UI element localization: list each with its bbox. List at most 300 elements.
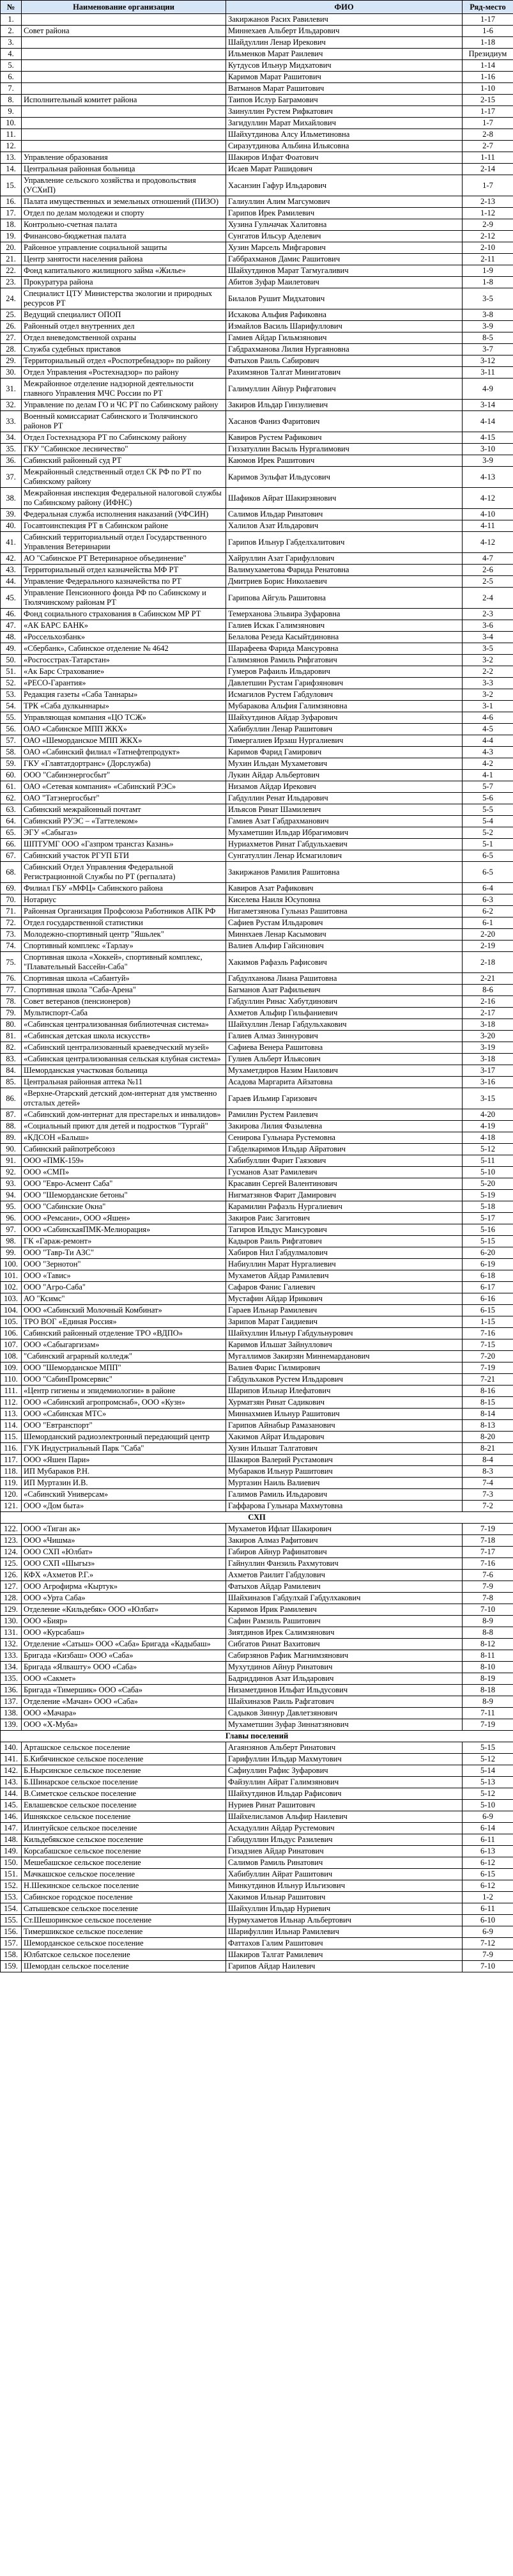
full-name: Гарипов Ильнур Габделхалитович <box>226 532 463 553</box>
organization-name: Сабинский районный суд РТ <box>22 455 226 467</box>
row-number: 127. <box>1 1581 22 1593</box>
full-name: Гараев Ильмир Гаризович <box>226 1088 463 1109</box>
seat-number: 1-10 <box>463 83 513 95</box>
table-row <box>1 1042 513 1054</box>
organization-name: «Сабинский дом-интернат для престарелых и инвалидов» <box>22 1109 226 1121</box>
organization-name: Военный комиссариат Сабинского и Тюлячинского районов РТ <box>22 411 226 432</box>
table-row <box>1 1224 513 1236</box>
table-row <box>1 747 513 758</box>
full-name: Галиуллин Алим Магсумович <box>226 196 463 208</box>
row-number: 60. <box>1 770 22 781</box>
full-name: Ильясов Ринат Шамилевич <box>226 804 463 816</box>
full-name: Хузин Ильшат Талгатович <box>226 1443 463 1455</box>
organization-name: Отдел по делам молодежи и спорту <box>22 208 226 219</box>
section-title-skh: СХП <box>1 1512 513 1524</box>
row-number: 9. <box>1 106 22 118</box>
table-row <box>1 1213 513 1224</box>
organization-name: Контрольно-счетная палата <box>22 219 226 231</box>
organization-name: Межрайонный следственный отдел СК РФ по РТ по Сабинскому району <box>22 467 226 488</box>
seat-number: 3-5 <box>463 288 513 309</box>
table-row <box>1 1247 513 1259</box>
row-number: 143. <box>1 1777 22 1788</box>
row-number: 121. <box>1 1501 22 1512</box>
organization-name: ООО Агрофирма «Кыртук» <box>22 1581 226 1593</box>
row-number: 119. <box>1 1478 22 1489</box>
seat-number: 1-2 <box>463 1892 513 1903</box>
row-number: 77. <box>1 985 22 996</box>
table-row <box>1 175 513 196</box>
row-number: 64. <box>1 816 22 827</box>
table-row <box>1 1765 513 1777</box>
table-row <box>1 321 513 332</box>
organization-name <box>22 106 226 118</box>
row-number: 67. <box>1 850 22 862</box>
full-name: Хурматзян Ринат Садикович <box>226 1397 463 1409</box>
seat-number: 3-18 <box>463 1019 513 1031</box>
organization-name: АО "Ксимс" <box>22 1293 226 1305</box>
seat-number: 2-13 <box>463 196 513 208</box>
full-name: Агаянзянов Альберт Ринатович <box>226 1742 463 1754</box>
row-number: 16. <box>1 196 22 208</box>
row-number: 154. <box>1 1903 22 1915</box>
table-row <box>1 14 513 26</box>
row-number: 21. <box>1 254 22 265</box>
full-name: Гарифуллин Ильдар Махмутович <box>226 1754 463 1765</box>
table-row <box>1 83 513 95</box>
organization-name: ООО "Агро-Саба" <box>22 1282 226 1293</box>
seat-number: 4-15 <box>463 432 513 444</box>
full-name: Хабибуллин Фарит Гаязович <box>226 1155 463 1167</box>
row-number: 101. <box>1 1270 22 1282</box>
table-row <box>1 1019 513 1031</box>
full-name: Габдуллин Ренат Ильдарович <box>226 793 463 804</box>
row-number: 118. <box>1 1466 22 1478</box>
row-number: 109. <box>1 1362 22 1374</box>
table-row <box>1 532 513 553</box>
table-row <box>1 164 513 175</box>
row-number: 150. <box>1 1857 22 1869</box>
organization-name: Б.Кибячинское сельское поселение <box>22 1754 226 1765</box>
row-number: 72. <box>1 917 22 929</box>
row-number: 139. <box>1 1719 22 1731</box>
table-row <box>1 609 513 620</box>
organization-name: Палата имущественных и земельных отношений (ПИЗО) <box>22 196 226 208</box>
row-number: 135. <box>1 1673 22 1685</box>
full-name: Мухаметшин Зуфар Зиннатзянович <box>226 1719 463 1731</box>
full-name: Зиятдинов Ирек Салимзянович <box>226 1627 463 1639</box>
row-number: 34. <box>1 432 22 444</box>
table-row <box>1 60 513 72</box>
full-name: Низамов Айдар Ирекович <box>226 781 463 793</box>
row-number: 153. <box>1 1892 22 1903</box>
row-number: 123. <box>1 1535 22 1547</box>
seat-number: 2-2 <box>463 666 513 678</box>
table-row <box>1 1857 513 1869</box>
table-row <box>1 816 513 827</box>
row-number: 14. <box>1 164 22 175</box>
row-number: 158. <box>1 1949 22 1961</box>
row-number: 37. <box>1 467 22 488</box>
organization-name: Бригада «Ялвашту» ООО «Саба» <box>22 1662 226 1673</box>
table-row <box>1 242 513 254</box>
full-name: Хасанзин Гафур Ильдарович <box>226 175 463 196</box>
seat-number: 3-6 <box>463 620 513 632</box>
organization-name: Тимершикское сельское поселение <box>22 1926 226 1938</box>
seat-number: 4-14 <box>463 411 513 432</box>
full-name: Муртазин Наиль Валиевич <box>226 1478 463 1489</box>
seat-number: 7-19 <box>463 1719 513 1731</box>
seat-number: 3-16 <box>463 1077 513 1088</box>
organization-name: «Росгосстрах-Татарстан» <box>22 655 226 666</box>
organization-name: «Центр гигиены и эпидемиологии» в районе <box>22 1386 226 1397</box>
organization-name: Управляющая компания «ЦО ТСЖ» <box>22 712 226 724</box>
organization-name: Отделение «Мачан» ООО «Саба» <box>22 1696 226 1708</box>
seat-number: 7-19 <box>463 1362 513 1374</box>
table-row <box>1 1077 513 1088</box>
organization-name: "Сабинский аграрный колледж" <box>22 1351 226 1362</box>
full-name: Гарипов Айдар Наилевич <box>226 1961 463 1972</box>
row-number: 95. <box>1 1201 22 1213</box>
row-number: 28. <box>1 344 22 355</box>
table-row <box>1 1155 513 1167</box>
table-row <box>1 1178 513 1190</box>
seat-number: 5-1 <box>463 839 513 850</box>
table-row <box>1 643 513 655</box>
row-number: 3. <box>1 37 22 49</box>
table-row <box>1 1054 513 1065</box>
seat-number: 6-15 <box>463 1305 513 1316</box>
table-row <box>1 1593 513 1604</box>
row-number: 75. <box>1 952 22 973</box>
row-number: 82. <box>1 1042 22 1054</box>
row-number: 25. <box>1 309 22 321</box>
full-name: Фатыхов Айдар Рамилевич <box>226 1581 463 1593</box>
seat-number: 5-12 <box>463 1788 513 1800</box>
seat-number: 8-8 <box>463 1627 513 1639</box>
full-name: Таипов Ислур Баграмович <box>226 95 463 106</box>
table-row <box>1 1754 513 1765</box>
table-row <box>1 793 513 804</box>
row-number: 73. <box>1 929 22 941</box>
table-row <box>1 1742 513 1754</box>
seat-number: 3-10 <box>463 444 513 455</box>
full-name: Каримов Зульфат Ильдусович <box>226 467 463 488</box>
organization-name: Сабинский Отдел Управления Федеральной Регистрационной Службы по РТ (регпалата) <box>22 862 226 883</box>
row-number: 13. <box>1 152 22 164</box>
seat-number: 4-2 <box>463 758 513 770</box>
table-header-row <box>1 1 513 14</box>
row-number: 92. <box>1 1167 22 1178</box>
table-row <box>1 1031 513 1042</box>
table-row <box>1 1880 513 1892</box>
row-number: 27. <box>1 332 22 344</box>
table-row <box>1 712 513 724</box>
table-row <box>1 1190 513 1201</box>
table-row <box>1 1800 513 1811</box>
full-name: Закиров Ильдар Гинзулиевич <box>226 400 463 411</box>
full-name: Шайхутдинов Марат Тагмугаливич <box>226 265 463 277</box>
seat-number: 5-18 <box>463 1201 513 1213</box>
row-number: 24. <box>1 288 22 309</box>
seat-number: 1-11 <box>463 152 513 164</box>
table-row <box>1 894 513 906</box>
seat-number: 2-7 <box>463 141 513 152</box>
full-name: Габиров Айнур Рафинатович <box>226 1547 463 1558</box>
row-number: 129. <box>1 1604 22 1616</box>
table-row <box>1 118 513 129</box>
row-number: 151. <box>1 1869 22 1880</box>
full-name: Хабиров Нил Габдулмалович <box>226 1247 463 1259</box>
full-name: Габдрахманова Лилия Нургаяновна <box>226 344 463 355</box>
organization-name: ООО «СМП» <box>22 1167 226 1178</box>
table-row <box>1 620 513 632</box>
row-number: 108. <box>1 1351 22 1362</box>
organization-name: Отдел государственной статистики <box>22 917 226 929</box>
seat-number: 2-16 <box>463 996 513 1008</box>
seat-number: 7-15 <box>463 1339 513 1351</box>
table-row <box>1 1328 513 1339</box>
table-row <box>1 1823 513 1834</box>
row-number: 136. <box>1 1685 22 1696</box>
seat-number: 6-5 <box>463 850 513 862</box>
table-row <box>1 1961 513 1972</box>
seat-number: 7-6 <box>463 1570 513 1581</box>
organization-name: ООО «Бияр» <box>22 1616 226 1627</box>
table-row <box>1 1489 513 1501</box>
row-number: 94. <box>1 1190 22 1201</box>
organization-name: ТРК «Саба дулкыннары» <box>22 701 226 712</box>
organization-name: В.Симетское сельское поселение <box>22 1788 226 1800</box>
seat-number: 6-11 <box>463 1903 513 1915</box>
organization-name: Отдел Гостехнадзора РТ по Сабинскому району <box>22 432 226 444</box>
table-row <box>1 1616 513 1627</box>
table-row <box>1 1547 513 1558</box>
table-row <box>1 1788 513 1800</box>
organization-name: Управление сельского хозяйства и продовольствия (УСХиП) <box>22 175 226 196</box>
organization-name: ООО «Дом быта» <box>22 1501 226 1512</box>
seat-number: 3-5 <box>463 643 513 655</box>
seat-number: 2-6 <box>463 565 513 576</box>
seat-number: 5-10 <box>463 1800 513 1811</box>
organization-name: Арташское сельское поселение <box>22 1742 226 1754</box>
full-name: Гаффарова Гульнара Махмутовна <box>226 1501 463 1512</box>
seat-number: 6-2 <box>463 906 513 917</box>
organization-name: Совет ветеранов (пенсионеров) <box>22 996 226 1008</box>
row-number: 30. <box>1 367 22 379</box>
organization-name: Евлашевское сельское поселение <box>22 1800 226 1811</box>
full-name: Ахметов Раилит Габдулович <box>226 1570 463 1581</box>
table-row <box>1 1696 513 1708</box>
table-row <box>1 996 513 1008</box>
row-number: 46. <box>1 609 22 620</box>
full-name: Габидуллин Ильдус Разилевич <box>226 1834 463 1846</box>
table-row <box>1 1132 513 1144</box>
organization-name: Молодежно-спортивный центр "Яшьлек" <box>22 929 226 941</box>
full-name: Миннхаев Ленар Касымович <box>226 929 463 941</box>
table-row <box>1 411 513 432</box>
full-name: Закиржанов Расих Равилевич <box>226 14 463 26</box>
row-number: 132. <box>1 1639 22 1650</box>
seat-number: 5-20 <box>463 1178 513 1190</box>
full-name: Абитов Зуфар Маилетович <box>226 277 463 288</box>
full-name: Фаттахов Галим Рашитович <box>226 1938 463 1949</box>
organization-name: ОАО «Шеморданское МПП ЖКХ» <box>22 735 226 747</box>
seat-number: 3-8 <box>463 309 513 321</box>
table-row <box>1 883 513 894</box>
row-number: 140. <box>1 1742 22 1754</box>
row-number: 59. <box>1 758 22 770</box>
full-name: Сафин Рамзиль Рашитович <box>226 1616 463 1627</box>
row-number: 66. <box>1 839 22 850</box>
organization-name: ОАО «Сабинский филиал «Татнефтепродукт» <box>22 747 226 758</box>
full-name: Валиев Альфир Гайсинович <box>226 941 463 952</box>
full-name: Мугаллимов Закирзян Миннемарданович <box>226 1351 463 1362</box>
seat-number: 8-10 <box>463 1662 513 1673</box>
row-number: 54. <box>1 701 22 712</box>
table-row <box>1 95 513 106</box>
table-row <box>1 666 513 678</box>
organization-name: Сабинский межрайонный почтамт <box>22 804 226 816</box>
organization-name: Центральная районная аптека №11 <box>22 1077 226 1088</box>
organization-name: Спортивная школа "Саба-Арена" <box>22 985 226 996</box>
row-number: 115. <box>1 1432 22 1443</box>
table-row <box>1 1065 513 1077</box>
table-row <box>1 1949 513 1961</box>
organization-name <box>22 60 226 72</box>
table-row <box>1 400 513 411</box>
row-number: 71. <box>1 906 22 917</box>
row-number: 39. <box>1 509 22 520</box>
full-name: Рамилин Рустем Раилевич <box>226 1109 463 1121</box>
seat-number: 1-8 <box>463 277 513 288</box>
full-name: Мубаракова Альфия Галимзяновна <box>226 701 463 712</box>
organization-name: Шеморданский радиоэлектронный передающий центр <box>22 1432 226 1443</box>
table-row <box>1 26 513 37</box>
table-row <box>1 520 513 532</box>
table-row <box>1 1915 513 1926</box>
seat-number: 3-9 <box>463 321 513 332</box>
full-name: Габдулханова Лиана Рашитовна <box>226 973 463 985</box>
full-name: Билалов Рушит Мидхатович <box>226 288 463 309</box>
seat-number: 8-21 <box>463 1443 513 1455</box>
full-name: Кавиров Азат Рафикович <box>226 883 463 894</box>
row-number: 124. <box>1 1547 22 1558</box>
full-name: Галиев Алмаз Зиннурович <box>226 1031 463 1042</box>
table-row <box>1 827 513 839</box>
seat-number: 4-13 <box>463 467 513 488</box>
row-number: 93. <box>1 1178 22 1190</box>
row-number: 156. <box>1 1926 22 1938</box>
organization-name: Шеморданская участковая больница <box>22 1065 226 1077</box>
full-name: Шарифуллин Ильнар Рамилевич <box>226 1926 463 1938</box>
seat-number: 3-1 <box>463 701 513 712</box>
full-name: Гулиев Альберт Ильясович <box>226 1054 463 1065</box>
organization-name: Спортивная школа «Сабантуй» <box>22 973 226 985</box>
full-name: Низаметдинов Ильфат Ильдусович <box>226 1685 463 1696</box>
full-name: Шарафеева Фарида Мансуровна <box>226 643 463 655</box>
organization-name: Ст.Шешоринское сельское поселение <box>22 1915 226 1926</box>
full-name: Гайнуллин Фанзиль Рахмутович <box>226 1558 463 1570</box>
table-row <box>1 1362 513 1374</box>
organization-name: Сабинский РУЭС – «Таттелеком» <box>22 816 226 827</box>
row-number: 149. <box>1 1846 22 1857</box>
table-row <box>1 1673 513 1685</box>
full-name: Мухаметдиров Назим Наилович <box>226 1065 463 1077</box>
row-number: 17. <box>1 208 22 219</box>
row-number: 8. <box>1 95 22 106</box>
table-row <box>1 1259 513 1270</box>
table-row <box>1 1305 513 1316</box>
full-name: Измайлов Василь Шарифуллович <box>226 321 463 332</box>
full-name: Давлетшин Рустам Гарифзянович <box>226 678 463 689</box>
table-row <box>1 1892 513 1903</box>
full-name: Сафиев Рустам Ильдарович <box>226 917 463 929</box>
table-row <box>1 985 513 996</box>
table-row <box>1 1535 513 1547</box>
row-number: 130. <box>1 1616 22 1627</box>
table-row <box>1 1478 513 1489</box>
full-name: Шарипов Ильнар Илефатович <box>226 1386 463 1397</box>
table-row <box>1 1926 513 1938</box>
row-number: 70. <box>1 894 22 906</box>
organization-name: ООО «Мачара» <box>22 1708 226 1719</box>
table-row <box>1 1109 513 1121</box>
row-number: 2. <box>1 26 22 37</box>
seat-number: 4-19 <box>463 1121 513 1132</box>
section-title-glavy: Главы поселений <box>1 1731 513 1742</box>
seat-number: 8-3 <box>463 1466 513 1478</box>
row-number: 114. <box>1 1420 22 1432</box>
organization-name <box>22 118 226 129</box>
table-row <box>1 72 513 83</box>
seat-number: 8-20 <box>463 1432 513 1443</box>
full-name: Гарипов Айнабыр Рамазанович <box>226 1420 463 1432</box>
row-number: 134. <box>1 1662 22 1673</box>
table-row <box>1 973 513 985</box>
full-name: Садыков Зиннур Давлетзянович <box>226 1708 463 1719</box>
table-row <box>1 1581 513 1593</box>
full-name: Асадова Маргарита Айзатовна <box>226 1077 463 1088</box>
organization-name: «Сабинская детская школа искусств» <box>22 1031 226 1042</box>
seat-number: 3-7 <box>463 344 513 355</box>
full-name: Шакиров Валерий Рустамович <box>226 1455 463 1466</box>
organization-name: ООО СХП «Шыгыз» <box>22 1558 226 1570</box>
seat-number: 7-16 <box>463 1558 513 1570</box>
seat-number: 8-19 <box>463 1673 513 1685</box>
seat-number: 1-14 <box>463 60 513 72</box>
organization-name: ООО "Сабинские Окна" <box>22 1201 226 1213</box>
seat-number: 7-2 <box>463 1501 513 1512</box>
organization-name: «Россельхозбанк» <box>22 632 226 643</box>
organization-name: Б.Нырсинское сельское поселение <box>22 1765 226 1777</box>
full-name: Дмитриев Борис Николаевич <box>226 576 463 588</box>
organization-name: ООО «Сабинская МТС» <box>22 1409 226 1420</box>
organization-name: Нотариус <box>22 894 226 906</box>
full-name: Сенирова Гульнара Рустемовна <box>226 1132 463 1144</box>
organization-name: Фонд социального страхования в Сабинском МР РТ <box>22 609 226 620</box>
seat-number: 2-10 <box>463 242 513 254</box>
full-name: Ахметов Альфир Гильфаниевич <box>226 1008 463 1019</box>
organization-name: Сабинское городское поселение <box>22 1892 226 1903</box>
table-row <box>1 1121 513 1132</box>
row-number: 98. <box>1 1236 22 1247</box>
organization-name: ГКУ "Сабинское лесничество" <box>22 444 226 455</box>
seat-number: 2-18 <box>463 952 513 973</box>
section-row-skh <box>1 1512 513 1524</box>
row-number: 138. <box>1 1708 22 1719</box>
organization-name <box>22 49 226 60</box>
organization-name: «Сабинский централизованный краеведческий музей» <box>22 1042 226 1054</box>
